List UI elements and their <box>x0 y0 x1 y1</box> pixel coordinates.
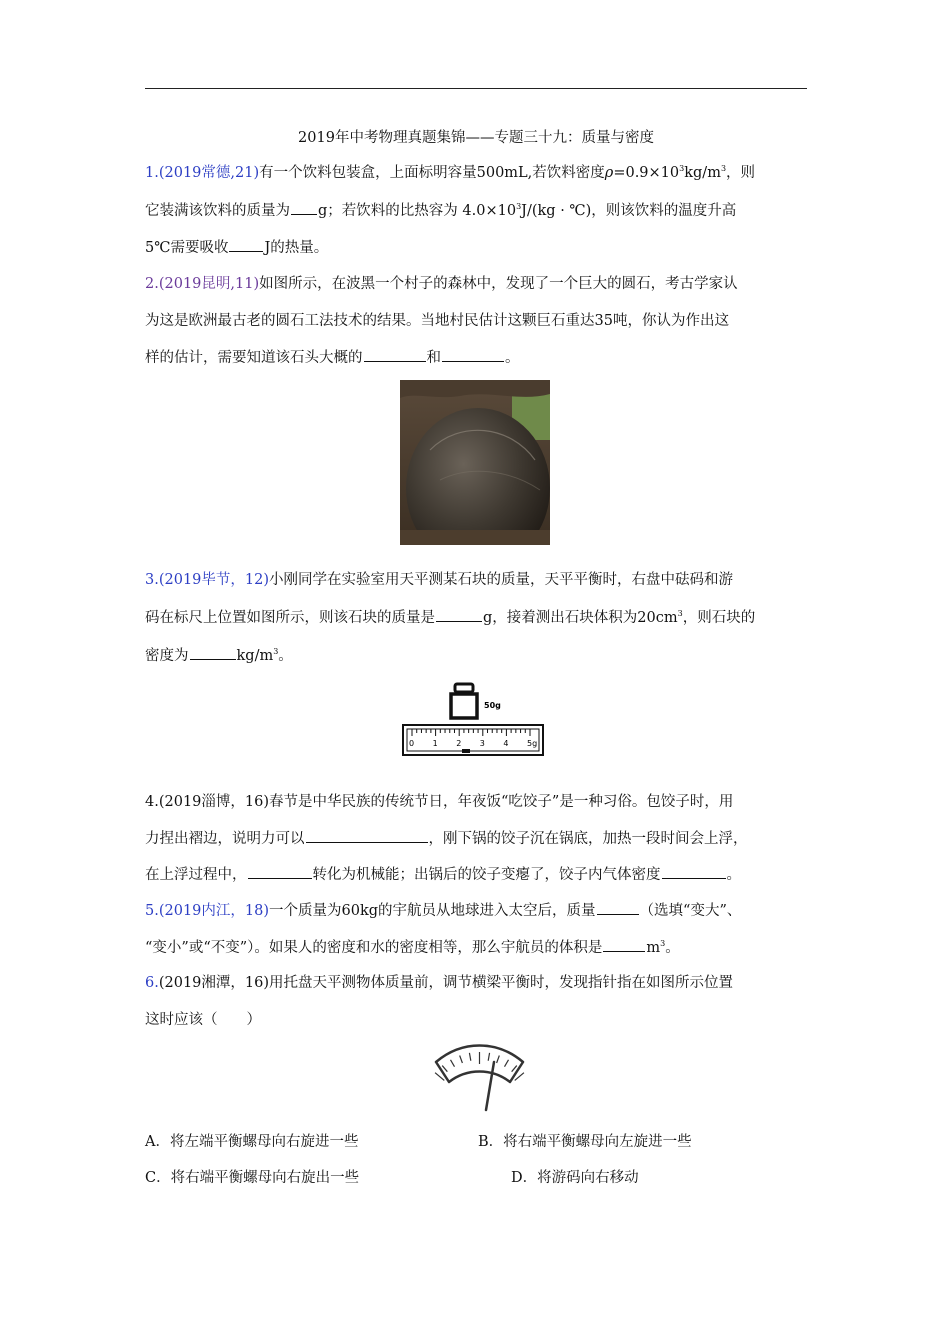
q3-exponent: 3 <box>677 609 683 619</box>
dial-tick <box>460 1055 463 1063</box>
q3-blank-mass[interactable] <box>436 607 482 622</box>
q1-text: J的热量。 <box>264 240 329 256</box>
pointer-dial-figure <box>432 1040 527 1119</box>
q5-text: m <box>646 940 661 956</box>
q4-blank-2[interactable] <box>248 864 312 879</box>
q1-text: J/(kg · ℃)，则该饮料的温度升高 <box>521 203 737 219</box>
q1-text: g；若饮料的比热容为 4.0×10 <box>318 203 517 219</box>
q3-line-3 <box>145 645 293 666</box>
q2-line-2: 为这是欧洲最古老的圆石工法技术的结果。当地村民估计这颗巨石重达35吨，你认为作出这 <box>145 313 729 329</box>
balance-weight-figure <box>400 680 550 764</box>
q3-source: (2019毕节，12) <box>158 572 270 588</box>
boulder-photo <box>400 380 550 549</box>
q3-blank-density[interactable] <box>190 645 236 660</box>
option-d[interactable]: D．将游码向右移动 <box>511 1170 639 1186</box>
q1-text: =0.9×10 <box>613 165 680 181</box>
q2-text: 和 <box>426 350 441 366</box>
option-a[interactable]: A．将左端平衡螺母向右旋进一些 <box>145 1134 359 1150</box>
scale-tick-label: 1 <box>432 739 438 748</box>
q4-source: (2019淄博，16) <box>158 794 270 810</box>
q1-blank-mass[interactable] <box>291 200 317 215</box>
q1-rho: ρ <box>604 165 614 181</box>
scale-tick-label: 5g <box>527 739 538 748</box>
q1-line-3 <box>145 237 328 258</box>
q1-text: 有一个饮料包装盒，上面标明容量500mL,若饮料密度 <box>259 165 605 181</box>
q1-exponent: 3 <box>720 164 727 174</box>
q4-text: 转化为机械能；出锅后的饺子变瘪了，饺子内气体密度 <box>312 867 661 883</box>
q2-number: 2. <box>145 276 159 292</box>
q1-text: 它装满该饮料的质量为 <box>145 203 290 219</box>
q3-text: 码在标尺上位置如图所示，则该石块的质量是 <box>145 610 435 626</box>
scale-tick-label: 3 <box>479 739 485 748</box>
scale-labels <box>409 739 537 748</box>
q1-text: 5℃需要吸收 <box>145 240 229 256</box>
q1-exponent: 3 <box>516 202 522 212</box>
q5-exponent: 3 <box>660 939 666 949</box>
q1-blank-heat[interactable] <box>229 237 263 252</box>
dial-tick <box>469 1053 470 1061</box>
q4-text: 春节是中华民族的传统节日，年夜饭“吃饺子”是一种习俗。包饺子时，用 <box>269 794 734 810</box>
q6-number: 6. <box>145 975 159 991</box>
q3-line-2 <box>145 607 755 628</box>
q5-text: “变小”或“不变”）。如果人的密度和水的密度相等，那么宇航员的体积是 <box>145 940 603 956</box>
q4-text: 在上浮过程中， <box>145 867 247 883</box>
q2-line-1 <box>145 274 738 294</box>
dial-tick <box>505 1060 509 1067</box>
q2-line-3 <box>145 347 520 368</box>
q2-text: 。 <box>505 350 520 366</box>
q5-line-1 <box>145 900 741 921</box>
q5-blank-2[interactable] <box>603 937 645 952</box>
q6-text: 用托盘天平测物体质量前，调节横梁平衡时，发现指针指在如图所示位置 <box>269 975 734 991</box>
q1-text: ，则 <box>726 165 756 181</box>
q3-line-1 <box>145 570 733 590</box>
q3-number: 3. <box>145 572 159 588</box>
q1-text: kg/m <box>684 165 721 181</box>
q5-text: 一个质量为60kg的宇航员从地球进入太空后，质量 <box>269 903 596 919</box>
q6-line-1 <box>145 973 733 993</box>
q1-source: (2019常德,21) <box>158 165 260 181</box>
q2-source: (2019昆明,11) <box>158 276 260 292</box>
dial-ticks <box>435 1052 524 1080</box>
q6-source: (2019湘潭，16) <box>158 975 270 991</box>
q4-number: 4. <box>145 794 159 810</box>
q3-text: 。 <box>278 648 293 664</box>
q4-blank-1[interactable] <box>306 828 428 843</box>
pointer-needle <box>486 1062 494 1110</box>
page-title: 2019年中考物理真题集锦——专题三十九：质量与密度 <box>298 130 654 146</box>
dial-tick <box>451 1060 455 1067</box>
q1-line-1 <box>145 163 755 183</box>
q4-text: 。 <box>726 867 741 883</box>
q5-text: 。 <box>665 940 680 956</box>
rider-marker <box>462 749 470 753</box>
q2-blank-1[interactable] <box>364 347 426 362</box>
weight-icon <box>451 684 477 718</box>
q4-line-3 <box>145 864 741 885</box>
scale-tick-label: 4 <box>503 739 509 748</box>
header-rule <box>145 88 807 89</box>
q5-text: （选填“变大”、 <box>639 903 742 919</box>
q1-number: 1. <box>145 165 159 181</box>
q4-text: ，刚下锅的饺子沉在锅底，加热一段时间会上浮， <box>428 831 748 847</box>
q1-line-2 <box>145 200 736 221</box>
dial-tick <box>488 1053 489 1061</box>
scale-tick-label: 0 <box>409 739 415 748</box>
q5-line-2 <box>145 937 680 958</box>
q2-text: 如图所示，在波黑一个村子的森林中，发现了一个巨大的圆石，考古学家认 <box>259 276 738 292</box>
q4-line-1 <box>145 792 733 812</box>
q6-line-2: 这时应该（ ） <box>145 1012 261 1028</box>
scale-tick-label: 2 <box>456 739 462 748</box>
q2-text: 样的估计，需要知道该石头大概的 <box>145 350 363 366</box>
q3-text: 密度为 <box>145 648 189 664</box>
q3-text: 小刚同学在实验室用天平测某石块的质量，天平平衡时，右盘中砝码和游 <box>269 572 734 588</box>
q4-line-2 <box>145 828 748 849</box>
q3-exponent: 3 <box>273 647 279 657</box>
option-b[interactable]: B．将右端平衡螺母向左旋进一些 <box>478 1134 692 1150</box>
q4-text: 力捏出褶边，说明力可以 <box>145 831 305 847</box>
q3-text: ，则石块的 <box>682 610 756 626</box>
dial-tick <box>497 1055 500 1063</box>
q4-blank-3[interactable] <box>662 864 726 879</box>
q1-exponent: 3 <box>679 164 685 174</box>
q2-blank-2[interactable] <box>442 347 504 362</box>
q5-blank-1[interactable] <box>597 900 639 915</box>
q3-text: kg/m <box>236 648 274 664</box>
q3-text: g，接着测出石块体积为20cm <box>483 610 678 626</box>
q5-number: 5. <box>145 903 159 919</box>
option-c[interactable]: C．将右端平衡螺母向右旋出一些 <box>145 1170 360 1186</box>
scale-ticks <box>412 729 530 736</box>
weight-label: 50g <box>484 701 501 710</box>
q5-source: (2019内江，18) <box>158 903 270 919</box>
